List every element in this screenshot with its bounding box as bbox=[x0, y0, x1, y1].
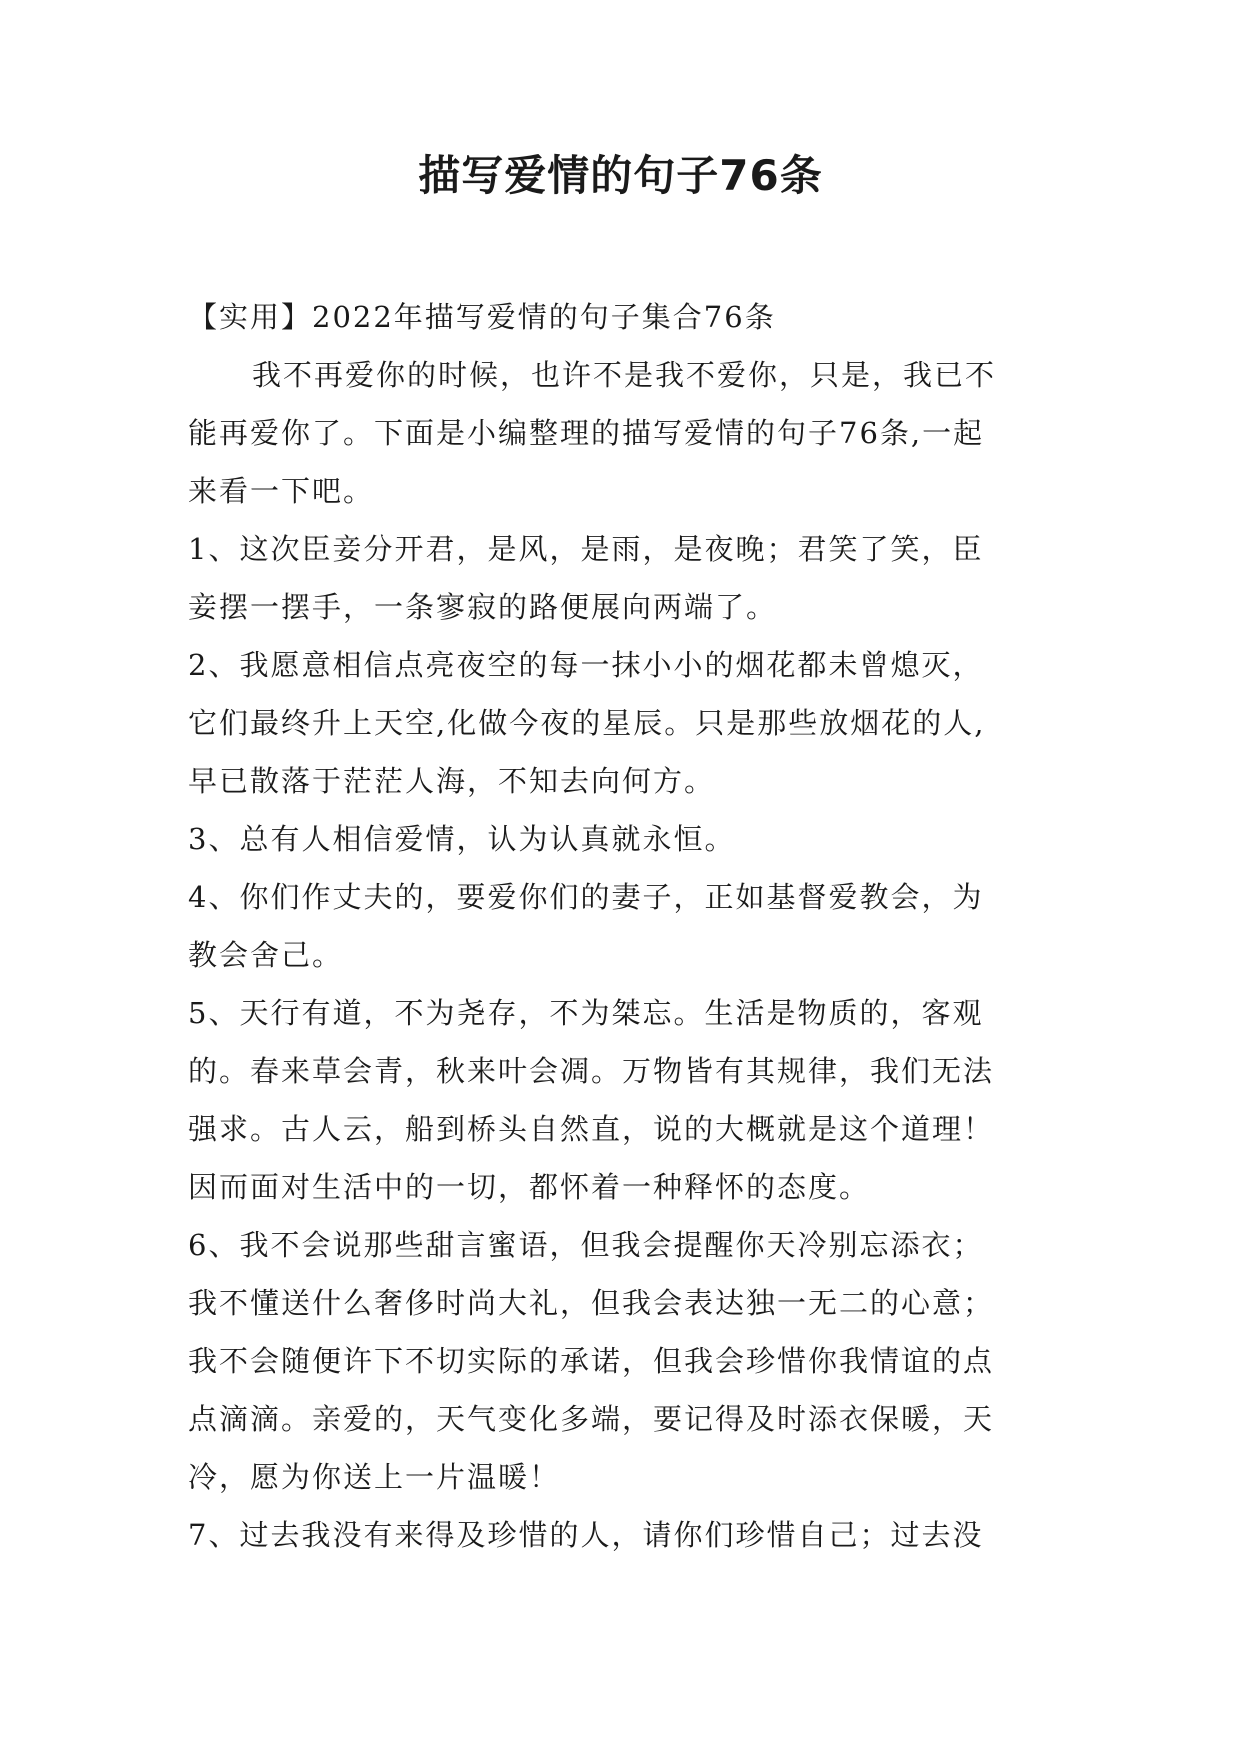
intro-line: 我不再爱你的时候，也许不是我不爱你，只是，我已不 bbox=[252, 358, 997, 392]
page-title: 描写爱情的句子76条 bbox=[418, 151, 823, 200]
sentence-line: 的。春来草会青，秋来叶会凋。万物皆有其规律，我们无法 bbox=[188, 1054, 995, 1088]
subtitle-line: 【实用】2022年描写爱情的句子集合76条 bbox=[188, 300, 776, 334]
intro-line: 来看一下吧。 bbox=[188, 474, 375, 508]
intro-line: 能再爱你了。下面是小编整理的描写爱情的句子76条,一起 bbox=[188, 416, 985, 450]
sentence-line: 它们最终升上天空,化做今夜的星辰。只是那些放烟花的人, bbox=[188, 706, 986, 740]
sentence-line: 因而面对生活中的一切，都怀着一种释怀的态度。 bbox=[188, 1170, 871, 1204]
sentence-line: 冷，愿为你送上一片温暖！ bbox=[188, 1460, 561, 1494]
document-body bbox=[188, 288, 1060, 1564]
sentence-line: 教会舍己。 bbox=[188, 938, 344, 972]
sentence-line: 5、天行有道，不为尧存，不为桀忘。生活是物质的，客观 bbox=[188, 996, 984, 1030]
sentence-line: 我不懂送什么奢侈时尚大礼，但我会表达独一无二的心意； bbox=[188, 1286, 995, 1320]
sentence-line: 点滴滴。亲爱的，天气变化多端，要记得及时添衣保暖，天 bbox=[188, 1402, 995, 1436]
sentence-line: 1、这次臣妾分开君，是风，是雨，是夜晚；君笑了笑，臣 bbox=[188, 532, 984, 566]
sentence-line: 2、我愿意相信点亮夜空的每一抹小小的烟花都未曾熄灭， bbox=[188, 648, 984, 682]
sentence-line: 妾摆一摆手，一条寥寂的路便展向两端了。 bbox=[188, 590, 778, 624]
sentence-line: 我不会随便许下不切实际的承诺，但我会珍惜你我情谊的点 bbox=[188, 1344, 995, 1378]
sentence-line: 4、你们作丈夫的，要爱你们的妻子，正如基督爱教会，为 bbox=[188, 880, 984, 914]
sentence-line: 强求。古人云，船到桥头自然直，说的大概就是这个道理！ bbox=[188, 1112, 995, 1146]
sentence-line: 7、过去我没有来得及珍惜的人，请你们珍惜自己；过去没 bbox=[188, 1518, 984, 1552]
sentence-line: 早已散落于茫茫人海，不知去向何方。 bbox=[188, 764, 716, 798]
sentence-line: 3、总有人相信爱情，认为认真就永恒。 bbox=[188, 822, 736, 856]
sentence-line: 6、我不会说那些甜言蜜语，但我会提醒你天冷别忘添衣； bbox=[188, 1228, 984, 1262]
